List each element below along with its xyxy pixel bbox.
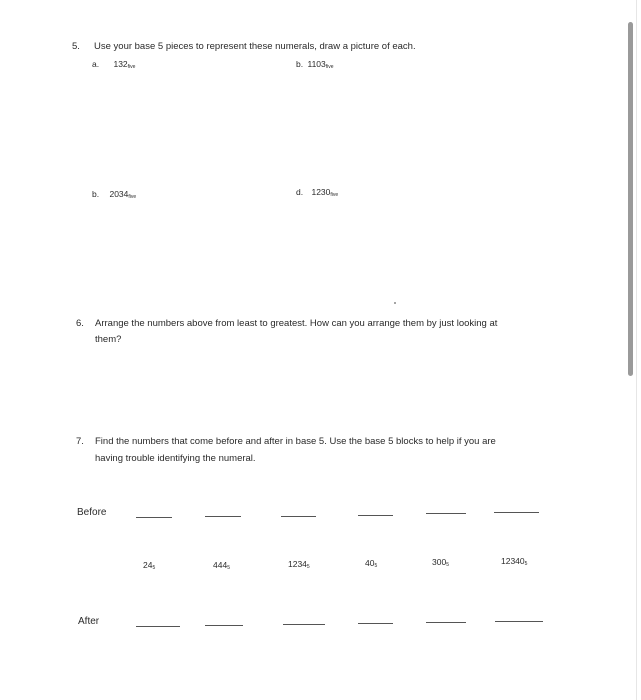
item-value: 2034 xyxy=(109,189,129,199)
q6-text-line2: them? xyxy=(95,334,122,345)
q5-item-d xyxy=(296,187,338,198)
q5-text: Use your base 5 pieces to represent these numerals, draw a picture of each. xyxy=(94,41,416,52)
q5-item-b1 xyxy=(296,59,334,70)
q7-text-line1: Find the numbers that come before and after in base 5. Use the base 5 blocks to help if you are xyxy=(95,436,496,447)
numeral-value: 1234 xyxy=(288,559,307,569)
numeral-base: 5 xyxy=(227,565,230,571)
numeral-value: 40 xyxy=(365,558,375,568)
after-blank-1[interactable] xyxy=(136,626,180,627)
item-value: 1230 xyxy=(311,187,331,197)
numeral-value: 444 xyxy=(213,560,228,570)
after-blank-6[interactable] xyxy=(495,621,543,622)
numeral-2 xyxy=(213,560,230,571)
after-blank-5[interactable] xyxy=(426,622,466,623)
item-label: b. xyxy=(296,59,304,69)
before-blank-3[interactable] xyxy=(281,516,316,517)
item-base: five xyxy=(127,64,136,70)
after-label: After xyxy=(78,616,100,627)
item-base: five xyxy=(128,194,137,200)
q5-number: 5. xyxy=(72,41,80,52)
item-base: five xyxy=(325,64,334,70)
q5-item-b2 xyxy=(92,189,136,200)
q6-number: 6. xyxy=(76,318,84,329)
numeral-base: 5 xyxy=(152,565,156,571)
numeral-5 xyxy=(432,557,449,568)
item-label: b. xyxy=(92,189,100,199)
numeral-base: 5 xyxy=(524,561,528,567)
before-blank-6[interactable] xyxy=(494,512,539,513)
item-value: 1103 xyxy=(307,59,326,69)
numeral-base: 5 xyxy=(306,564,310,570)
before-label: Before xyxy=(77,507,107,518)
numeral-6 xyxy=(501,556,527,567)
after-blank-4[interactable] xyxy=(358,623,393,624)
q6-text-line1: Arrange the numbers above from least to greatest. How can you arrange them by just looking at xyxy=(95,318,498,329)
item-label: a. xyxy=(92,59,100,69)
vertical-scrollbar[interactable] xyxy=(628,22,633,376)
numeral-value: 12340 xyxy=(501,556,525,566)
after-blank-3[interactable] xyxy=(283,624,325,625)
item-base: five xyxy=(330,192,339,198)
q7-text-line2: having trouble identifying the numeral. xyxy=(95,453,256,464)
page-edge xyxy=(636,0,637,700)
numeral-1 xyxy=(143,560,155,571)
numeral-4 xyxy=(365,558,377,569)
q5-item-a xyxy=(92,59,135,70)
after-blank-2[interactable] xyxy=(205,625,243,626)
speck xyxy=(394,302,396,304)
before-blank-5[interactable] xyxy=(426,513,466,514)
numeral-base: 5 xyxy=(374,563,378,569)
item-value: 132 xyxy=(113,59,128,69)
item-label: d. xyxy=(296,187,304,197)
before-blank-2[interactable] xyxy=(205,516,241,517)
before-blank-4[interactable] xyxy=(358,515,393,516)
numeral-value: 300 xyxy=(432,557,447,567)
before-blank-1[interactable] xyxy=(136,517,172,518)
numeral-3 xyxy=(288,559,310,570)
numeral-base: 5 xyxy=(446,562,449,568)
q7-number: 7. xyxy=(76,436,84,447)
numeral-value: 24 xyxy=(143,560,153,570)
